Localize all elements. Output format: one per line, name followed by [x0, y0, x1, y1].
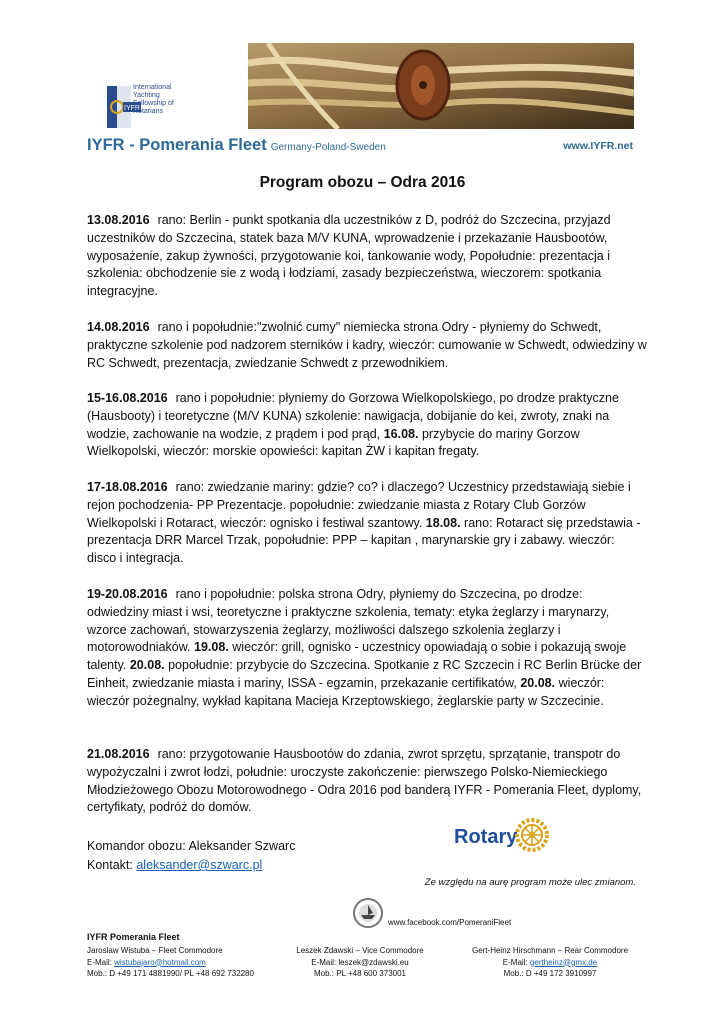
day-date: 21.08.2016: [87, 747, 150, 761]
day-subdate: 20.08.: [129, 658, 165, 673]
day-text: rano i popołudnie: płyniemy do Gorzowa Wielkopolskiego, po drodze praktyczne (Hausbooty) i teoretyczne (M/V KUNA) szkolenie: nawigacja, dobijanie do kei, zwroty, znaki na wodzie, zachowanie na wodzie, z prądem i pod prąd,: [87, 391, 619, 441]
day-subdate: 16.08.: [383, 426, 419, 441]
day-entry: [87, 212, 647, 301]
contact-name: Gert-Heinz Hirschmann – Rear Commodore: [471, 946, 629, 955]
rope-pulley-photo: [248, 43, 634, 129]
footer-title: IYFR Pomerania Fleet: [87, 932, 180, 942]
day-text: przybycie do mariny Gorzow Wielkopolski, wieczór: morskie opowieści: kapitan ŻW i kapitan fregaty.: [87, 426, 580, 459]
email-label: E-Mail:: [87, 957, 112, 967]
rotary-logo: [452, 815, 562, 857]
day-text: rano i popołudnie: polska strona Odry, płyniemy do Szczecina, po drodze: odwiedziny miast i wsi, teoretyczne i praktyczne szkolenia, tematy: etyka żeglarzy i marynarzy, wzorce zachowań, stowarzyszenia żeglarzy, możliwości dalszego szkolenia żeglarzy i motorowodniaków.: [87, 587, 610, 655]
contact-name: Leszek Zdawski – Vice Commodore: [296, 946, 424, 955]
website-link[interactable]: www.IYFR.net: [563, 140, 633, 152]
fleet-title: [87, 136, 386, 155]
logo-line: Yachting: [133, 92, 160, 99]
day-text: rano: przygotowanie Hausbootów do zdania, zwrot sprzętu, sprzątanie, transpotr do wypożyczalni i zwrot łodzi, południe: uroczyste zakończenie: pierwszego Polsko-Niemieckiego Młodzieżowego Obozu Motorowodnego - Odra 2016 pod banderą IYFR - Pomerania Fleet, dyplomy, certyfikaty, podróż do domów.: [87, 747, 642, 815]
contact-name: Jaroslaw Wistuba – Fleet Commodore: [87, 946, 223, 955]
day-date: 14.08.2016: [87, 320, 150, 334]
komandor: Komandor obozu: Aleksander Szwarc: [87, 839, 296, 853]
day-entry: [87, 319, 647, 372]
footer-contact: [87, 945, 287, 980]
logo-line: Rotarians: [133, 108, 163, 115]
fleet-title-text: IYFR - Pomerania Fleet: [87, 136, 267, 154]
email-label: E-Mail:: [311, 957, 337, 967]
contact-phone: Mob.: D +49 171 4881990/ PL +48 692 732280: [87, 969, 254, 978]
day-date: 15-16.08.2016: [87, 391, 168, 405]
kontakt-label: Kontakt:: [87, 858, 133, 872]
day-text: wieczór: wieczór pożegnalny, wykład kapitana Macieja Krzeptowskiego, żeglarskie party w Szczecinie.: [87, 675, 605, 708]
contact-phone: Mob.: D +49 172 3910997: [503, 969, 597, 978]
day-text: rano i popołudnie:"zwolnić cumy" niemiecka strona Odry - płyniemy do Schwedt, praktyczne szkolenie pod nadzorem sterników i kadry, wieczór: cumowanie w Schwedt, odwiedziny w RC Schwedt, prezentacja, zwiedzanie Schwedt z przewodnikiem.: [87, 320, 647, 370]
day-date: 17-18.08.2016: [87, 480, 168, 494]
kontakt-email-link[interactable]: aleksander@szwarc.pl: [136, 858, 263, 872]
contact-email: leszek@zdawski.eu: [338, 957, 409, 967]
rotary-wordmark: Rotary: [454, 826, 518, 848]
logo-line: Fellowship of: [133, 100, 174, 107]
day-entry: [87, 390, 647, 461]
fleet-subtitle: Germany-Poland-Sweden: [270, 142, 386, 153]
day-entry: [87, 586, 647, 711]
day-entry: [87, 746, 647, 817]
day-text: rano: zwiedzanie mariny: gdzie? co? i dlaczego? Uczestnicy przedstawiają siebie i rejon pochodzenia- PP Prezentacje. popołudnie: zwiedzanie miasta z Rotary Club Gorzów Wielkopolski i Rotaract, wieczór: ognisko i festiwal szantowy.: [87, 480, 631, 530]
day-date: 13.08.2016: [87, 213, 150, 227]
fleet-emblem-icon: [352, 897, 384, 929]
svg-text:IYFR: IYFR: [124, 105, 140, 112]
footer-contact: [455, 945, 645, 980]
day-date: 19-20.08.2016: [87, 587, 168, 601]
contact-email-link[interactable]: wistubajaro@hotmail.com: [114, 957, 206, 967]
facebook-link[interactable]: www.facebook.com/PomeraniFleet: [388, 918, 512, 927]
email-label: E-Mail:: [502, 957, 528, 967]
day-text: rano: Rotaract się przedstawia - prezentacja DRR Marcel Trzak, popołudnie: PPP – kapitan , marynarskie gry i zabawy. wieczór: disco i integracja.: [87, 515, 641, 566]
page-title: Program obozu – Odra 2016: [259, 174, 466, 191]
footer-contact: [280, 945, 440, 980]
day-entry: [87, 479, 647, 568]
day-subdate: 20.08.: [520, 675, 556, 690]
day-text: wieczór: grill, ognisko - uczestnicy opowiadają o sobie i pokazują swoje talenty.: [87, 640, 627, 673]
kontakt: [87, 857, 262, 875]
day-text: popołudnie: przybycie do Szczecina. Spotkanie z RC Szczecin i RC Berlin Brücke der Einheit, zwiedzanie miasta i mariny, ISSA - egzamin, przekazanie certifikatów,: [87, 658, 642, 690]
logo-line: International: [133, 84, 172, 91]
day-subdate: 19.08.: [194, 640, 229, 655]
rotary-wheel-icon: [517, 820, 547, 850]
weather-note: Ze względu na aurę program może ulec zmianom.: [424, 877, 636, 888]
day-text: rano: Berlin - punkt spotkania dla uczestników z D, podróż do Szczecina, przyjazd uczestników do Szczecina, statek baza M/V KUNA, wprowadzenie i przekazanie Hausbootów, wyposażenie, zakup żywności, przygotowanie koi, tankowanie wody, Popołudnie: prezentacja i szkolenia: obchodzenie sie z wodą i łodziami, zasady bezpieczeństwa, wieczorem: spotkania integracyjne.: [87, 213, 611, 299]
logo-text: [133, 84, 243, 116]
day-subdate: 18.08.: [425, 515, 461, 530]
contact-phone: Mob.: PL +48 600 373001: [314, 969, 406, 978]
contact-email-link[interactable]: gertheinz@gmx.de: [529, 957, 598, 967]
